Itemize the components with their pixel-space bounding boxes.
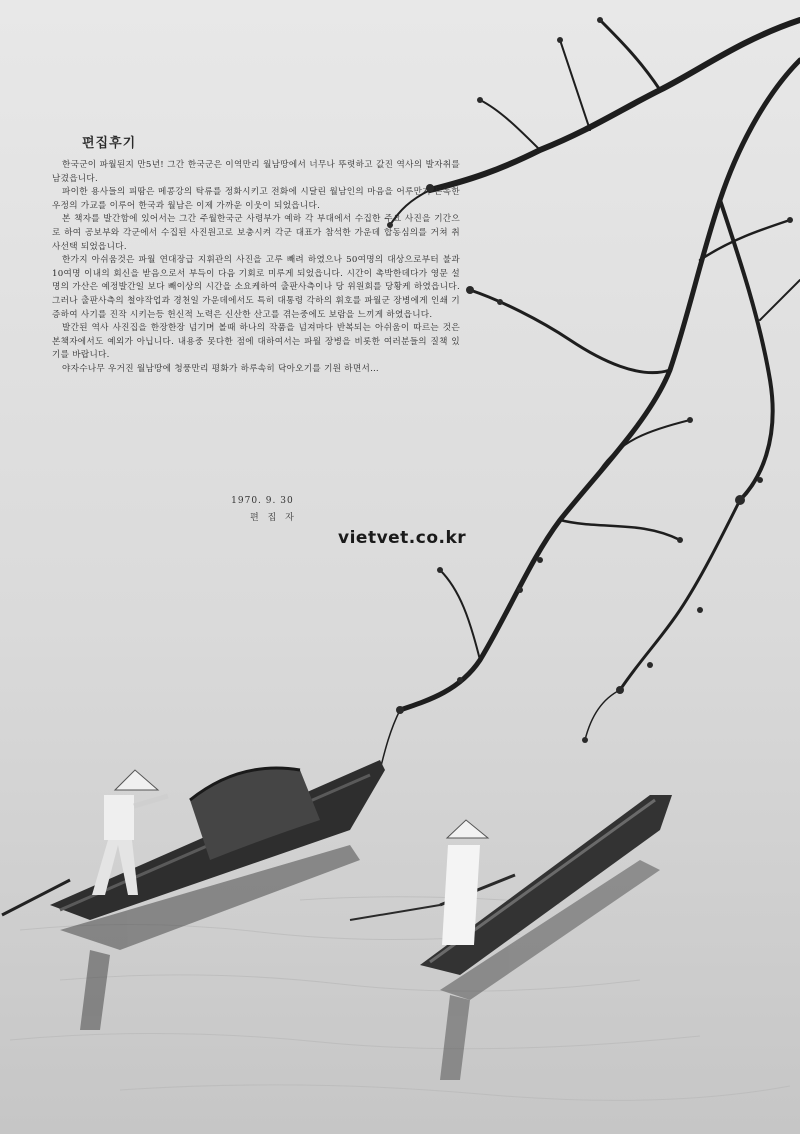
article-paragraph: 한가지 아쉬움것은 파월 연대장급 지휘관의 사진을 고루 빼려 하였으나 50여명의 대상으로부터 불과 10여명 이내의 회신을 받음으로서 부득이 다음 기회로 미루게 되었읍니다. 시간이 촉박한데다가 영문 설명의 가산은 예정발간일 보다 빼이상의 시간을 소요케하여 출판사측이나 당 위원회를 당황케 하였읍니다. 그러나 출판사측의 철야작업과 경천일 가운데에서도 특히 대통령 각하의 휘호를 파월군 장병에게 인쇄 기증하여 사기를 진작 시키는등 헌신적 노력은 신산한 산고를 겪는중에도 보람을 느끼게 하였읍니다. bbox=[52, 255, 460, 320]
article-date: 1970. 9. 30 bbox=[231, 496, 294, 506]
article-paragraph: 본 책자를 발간함에 있어서는 그간 주월한국군 사령부가 예하 각 부대에서 수집한 주요 사진을 기간으로 하여 공보부와 각군에서 수집된 사진원고로 보충시켜 각군 대표가 참석한 가운데 합동심의를 거쳐 취사선택 되었읍니다. bbox=[52, 214, 460, 252]
editorial-afterword bbox=[52, 132, 460, 377]
article-paragraph: 발간된 역사 사진집을 한장한장 넘기며 볼때 하나의 작품을 넘져마다 반복되는 아쉬움이 따르는 것은 본책자에서도 예외가 아닙니다. 내용중 못다한 점에 대하여서는 파월 장병을 비롯한 여러분들의 질책 있기를 바랍니다. bbox=[52, 323, 460, 361]
article-author: 편 집 자 bbox=[250, 513, 297, 523]
article-heading: 편집후기 bbox=[82, 136, 137, 151]
watermark-text: vietvet.co.kr bbox=[338, 528, 467, 548]
signature-block bbox=[228, 496, 297, 523]
article-paragraph: 야자수나무 우거진 월남땅에 청풍만리 평화가 하루속히 닥아오기를 기원 하면서… bbox=[62, 363, 379, 374]
article-paragraph: 파이한 용사들의 피땀은 메콩강의 탁류를 정화시키고 전화에 시달린 월남인의 마음을 어루만져 돈독한 우정의 가교를 이루어 한국과 월남은 이제 가까운 이웃이 되었읍니다. bbox=[52, 187, 460, 211]
article-paragraph: 한국군이 파월된지 만5년! 그간 한국군은 이역만리 월남땅에서 너무나 뚜렷하고 값진 역사의 발자취를 남겼읍니다. bbox=[52, 160, 460, 184]
